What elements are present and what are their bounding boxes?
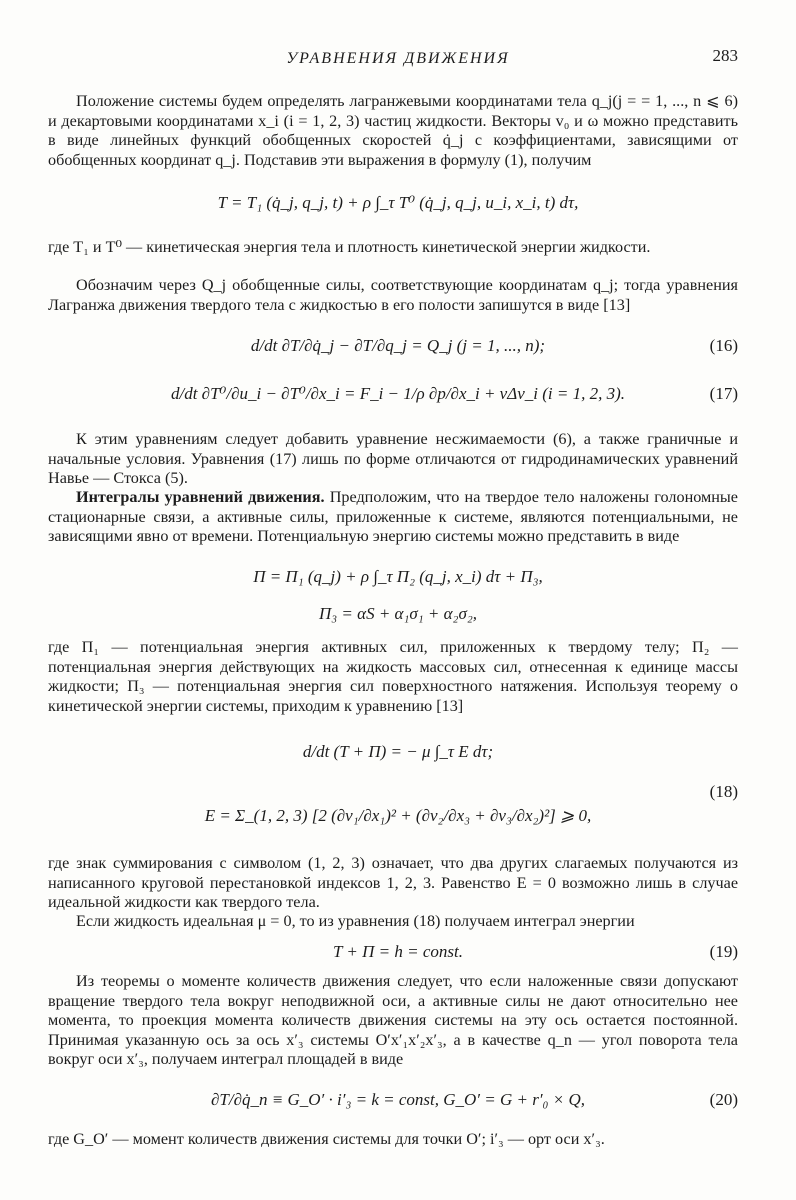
- equation-number-18: (18): [709, 782, 738, 801]
- paragraph-integrals-text: Предположим, что на твердое тело наложены голономные стационарные связи, а активные силы, приложенные к системе, являются потенциальными, не зависящими явно от времени. Потенциальную энергию системы можно представить в виде: [48, 488, 738, 545]
- formula-equation-19: T + Π = h = const.: [333, 942, 463, 961]
- paragraph-summation-note: где знак суммирования с символом (1, 2, 3) означает, что два других слагаемых получаются из написанного круговой перестановкой индексов 1, 2, 3. Равенство E = 0 возможно лишь в случае идеальной жидкости как твердого тела.: [48, 854, 738, 911]
- equation-number-19: (19): [709, 942, 738, 961]
- paragraph-intro: Положение системы будем определять лагранжевыми координатами тела q_j(j = = 1, ..., n ⩽ 6) и декартовыми координатами x_i (i = 1, 2, 3) частиц жидкости. Векторы v₀ и ω можно представить в виде линейных функций обобщенных скоростей q̇_j с коэффициентами, зависящими от обобщенных координат q_j. Подставив эти выражения в формулу (1), получим: [48, 92, 738, 169]
- paragraph-ideal-fluid: Если жидкость идеальная μ = 0, то из уравнения (18) получаем интеграл энергии: [76, 912, 635, 930]
- paragraph-final: где G_O′ — момент количеств движения системы для точки O′; i′₃ — орт оси x′₃.: [48, 1130, 605, 1148]
- formula-equation-18b: E = Σ_(1, 2, 3) [2 (∂v₁/∂x₁)² + (∂v₂/∂x₃ + ∂v₃/∂x₂)²] ⩾ 0,: [204, 806, 592, 825]
- equation-number-17: (17): [709, 384, 738, 403]
- run-in-heading: Интегралы уравнений движения.: [76, 488, 325, 506]
- formula-equation-20: ∂T/∂q̇_n ≡ G_O′ · i′₃ = k = const, G_O′ = G + r′₀ × Q,: [211, 1090, 585, 1109]
- formula-equation-16: d/dt ∂T/∂q̇_j − ∂T/∂q_j = Q_j (j = 1, ..., n);: [250, 336, 546, 355]
- paragraph-generalized-forces: Обозначим через Q_j обобщенные силы, соответствующие координатам q_j; тогда уравнения Лагранжа движения твердого тела с жидкостью в его полости запишутся в виде [13]: [48, 276, 738, 314]
- running-header: УРАВНЕНИЯ ДВИЖЕНИЯ: [286, 50, 510, 67]
- equation-number-20: (20): [709, 1090, 738, 1109]
- formula-equation-18a: d/dt (T + Π) = − μ ∫_τ E dτ;: [302, 742, 494, 761]
- formula-pi3: Π₃ = αS + α₁σ₁ + α₂σ₂,: [318, 604, 478, 623]
- paragraph-integrals: [48, 488, 738, 547]
- paragraph-kinetic-definition: где T₁ и T⁰ — кинетическая энергия тела и плотность кинетической энергии жидкости.: [48, 238, 651, 256]
- formula-kinetic-energy: T = T₁ (q̇_j, q_j, t) + ρ ∫_τ T⁰ (q̇_j, q_j, u_i, x_i, t) dτ,: [217, 193, 579, 212]
- formula-potential-energy: Π = Π₁ (q_j) + ρ ∫_τ Π₂ (q_j, x_i) dτ + Π₃,: [253, 567, 543, 586]
- paragraph-navier-stokes: К этим уравнениям следует добавить уравнение несжимаемости (6), а также граничные и начальные условия. Уравнения (17) лишь по форме отличаются от гидродинамических уравнений Навье — Стокса (5).: [48, 430, 738, 487]
- paragraph-potential-definition: где Π₁ — потенциальная энергия активных сил, приложенных к твердому телу; Π₂ — потенциальная энергия действующих на жидкость массовых сил, отнесенная к единице массы жидкости; Π₃ — потенциальная энергия сил поверхностного натяжения. Используя теорему о кинетической энергии системы, приходим к уравнению [13]: [48, 638, 738, 715]
- paragraph-angular-momentum: Из теоремы о моменте количеств движения следует, что если наложенные связи допускают вращение твердого тела вокруг неподвижной оси, а активные силы не дают относительно нее момента, то проекция момента количеств движения системы на эту ось остается постоянной. Принимая указанную ось за ось x′₃ системы O′x′₁x′₂x′₃, а в качестве q_n — угол поворота тела вокруг оси x′₃, получаем интеграл площадей в виде: [48, 972, 738, 1068]
- formula-equation-17: d/dt ∂T⁰/∂u_i − ∂T⁰/∂x_i = F_i − 1/ρ ∂p/∂x_i + νΔv_i (i = 1, 2, 3).: [170, 384, 625, 403]
- equation-number-16: (16): [709, 336, 738, 355]
- page-number: 283: [712, 46, 738, 65]
